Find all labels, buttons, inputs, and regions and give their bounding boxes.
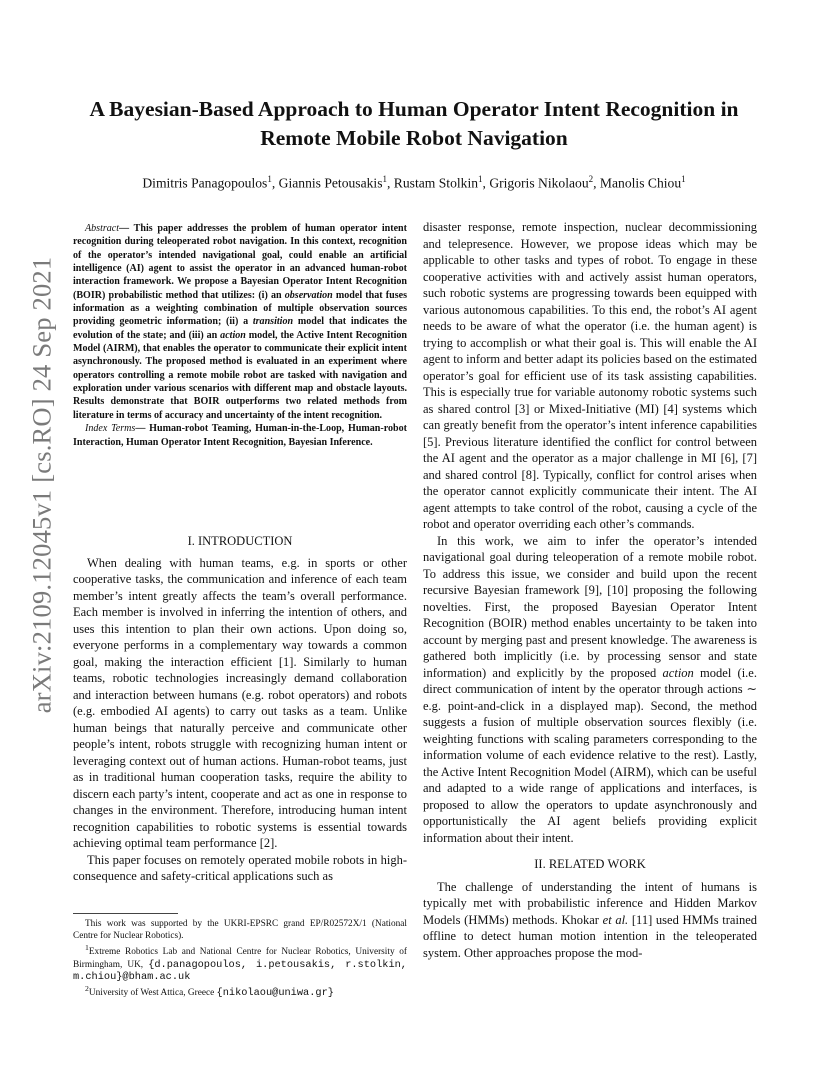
affiliation-mark: 2 — [588, 174, 594, 184]
abstract-emphasis: observation — [284, 289, 333, 301]
author-name: Dimitris Panagopoulos — [142, 175, 268, 191]
footnote-rule — [73, 913, 178, 914]
abstract-text: model, the Active Intent Recognition Model (AIRM), that enables the operator to communicate their explicit intent asynchronously. The proposed method is evaluated in an experiment where operators controlling a remote mobile robot are tasked with navigation and exploration under various scenarios with different map and obstacle layouts. Results demonstrate that BOIR outperforms two related methods from literature in terms of accuracy and uncertainty of the intent recognition. — [73, 329, 407, 421]
author-name: Giannis Petousakis — [278, 175, 383, 191]
abstract-label: Abstract — [85, 223, 120, 234]
arxiv-sidebar-stamp — [17, 256, 67, 714]
body-paragraph: disaster response, remote inspection, nuclear decommissioning and telepresence. However, we propose ideas which may be applicable to other tasks and types of robot. To engage in these cooperative activities with and actively assist human operators, such robotic systems are progressing towards been equipped with various autonomous capabilities. To this end, the robot’s AI agent needs to be aware of what the operator (i.e. the human agent) is trying to accomplish or what their goal is. This will enable the AI agent to inform and better adapt its policies based on the estimated operator’s goal for efficient use of its task assisting capabilities. This is especially true for variable autonomy robotic systems such as shared control [3] or Mixed-Initiative (MI) [4] systems which can greatly benefit from the operator’s intent inference capabilities [5]. Previous literature identified the conflict for control between the AI agent and the operator as a major challenge in MI [6], [7] and shared control [8]. Typically, conflict for control arises when the operator cannot explicitly communicate their intent. The AI agent attempts to take control of the robot, causing a cycle of the robot and operator overriding each other’s commands. — [423, 220, 757, 531]
affiliation-mark: 1 — [478, 174, 483, 184]
index-terms — [73, 422, 407, 449]
abstract-emphasis: transition — [252, 316, 294, 328]
abstract-text: model that indicates the evolution of the state; and (iii) an — [73, 316, 407, 341]
affiliation-mark: 1 — [267, 174, 272, 184]
abstract-text: model that fuses information as a weighting combination of multiple observation sources providing geometric information; (ii) a — [73, 289, 407, 328]
paper-title: A Bayesian-Based Approach to Human Operator Intent Recognition in Remote Mobile Robot Navigation — [89, 97, 739, 150]
right-column — [423, 219, 757, 961]
footnotes — [73, 918, 407, 999]
author-name: Manolis Chiou — [599, 175, 682, 191]
affiliation-mark: 1 — [681, 174, 686, 184]
footnote-funding: This work was supported by the UKRI-EPSRC grand EP/R02572X/1 (National Centre for Nuclear Robotics). — [73, 919, 407, 942]
index-terms-label: Index Terms — [85, 423, 136, 435]
section-heading-related-work: II. RELATED WORK — [534, 857, 646, 871]
author-list: Dimitris Panagopoulos$^1$, Giannis Petousakis$^1$, Rustam Stolkin$^1$, Grigoris Nikolaou$^2$, Manolis Chiou$^1$ — [142, 174, 686, 191]
body-paragraph: This paper focuses on remotely operated mobile robots in high-consequence and safety-critical applications such as — [73, 852, 407, 883]
body-paragraph: In this work, we aim to infer the operator’s intended navigational goal during teleoperation of a remote mobile robot. To address this issue, we consider and build upon the recent recursive Bayesian framework [9], [10] proposing the following novelties. First, the proposed Bayesian Operator Intent Recognition (BOIR) method enables uncertainty to be taken into account by merging past and present knowledge. The awareness is gathered both implicitly (i.e. by processing sensor and state information) and explicitly by the proposed action model (i.e. direct communication of intent by the operator through actions ∼ e.g. point-and-click in a displayed map). Second, the method suggests a fusion of multiple observation sources flexibly (i.e. weighting functions with scaling parameters corresponding to the information volume of each evidence relative to the rest). Lastly, the Active Intent Recognition Model (AIRM), which can be useful and adapted to a wide range of applications and interfaces, is proposed to allow the operators to update asynchronously and opportunistically the AI agent beliefs providing explicit information about their intent. — [423, 533, 757, 845]
introduction-section — [73, 533, 407, 885]
footnote-affiliation-2: $^2$University of West Attica, Greece {nikolaou@uniwa.gr} — [85, 984, 334, 1000]
author-email: {nikolaou@uniwa.gr} — [216, 987, 334, 1000]
index-terms-text: — Human-robot Teaming, Human-in-the-Loop, Human-robot Interaction, Human Operator Intent Recognition, Bayesian Inference. — [73, 423, 407, 448]
affiliation-mark: 1 — [382, 174, 387, 184]
author-name: Grigoris Nikolaou — [489, 175, 589, 191]
footnote-affiliation-1: $^1$Extreme Robotics Lab and National Centre for Nuclear Robotics, University of Birmingham, UK, {d.panagopoulos, i.petousakis, r.stolkin, m.chiou}@bham.ac.uk — [73, 943, 407, 983]
arxiv-identifier: arXiv:2109.12045v1 [cs.RO] 24 Sep 2021 — [26, 256, 57, 714]
body-paragraph: When dealing with human teams, e.g. in sports or other cooperative tasks, the communication and inference of each team member’s intent greatly affects the team’s overall performance. Each member is involved in inferring the intention of others, and uses this intention to plan their own actions. Upon doing so, everyone performs in a complementary way towards a common goal, making the interaction efficient [1]. Similarly to human teams, robotic technologies increasingly demand collaboration and interaction between humans (e.g. robot operators) and robots (e.g. embodied AI agents) to carry out tasks as a team. Unlike human beings that naturally perceive and communicate other people’s intent, robots struggle with recognizing human intent or leveraging context out of human actions. Human-robot teams, just as in traditional human cooperation tasks, require the ability to discern each party’s intent, cooperate and act as one in response to changes in the environment. Therefore, introducing human intent recognition capabilities to robotic systems is essential towards achieving optimal team performance [2]. — [73, 555, 407, 850]
author-name: Rustam Stolkin — [393, 175, 479, 191]
abstract-paragraph — [73, 222, 407, 422]
body-paragraph: The challenge of understanding the intent of humans is typically met with probabilistic inference and Hidden Markov Models (HMMs) methods. Khokar et al. [11] used HMMs trained offline to detect human motion intention in the teleoperated system. Other approaches propose the mod- — [423, 879, 757, 960]
abstract-text: — This paper addresses the problem of human operator intent recognition during teleoperated robot navigation. In this context, recognition of the operator’s intended navigational goal, could enable an artificial intelligence (AI) agent to assist the operator in an advanced human-robot interaction framework. We propose a Bayesian Operator Intent Recognition (BOIR) probabilistic method that utilizes: (i) an — [73, 223, 407, 301]
section-heading-introduction: I. INTRODUCTION — [187, 534, 293, 548]
author-emails: {d.panagopoulos, i.petousakis, r.stolkin, m.chiou}@bham.ac.uk — [73, 958, 407, 983]
abstract-emphasis: action — [220, 329, 246, 341]
abstract-block — [73, 222, 407, 449]
